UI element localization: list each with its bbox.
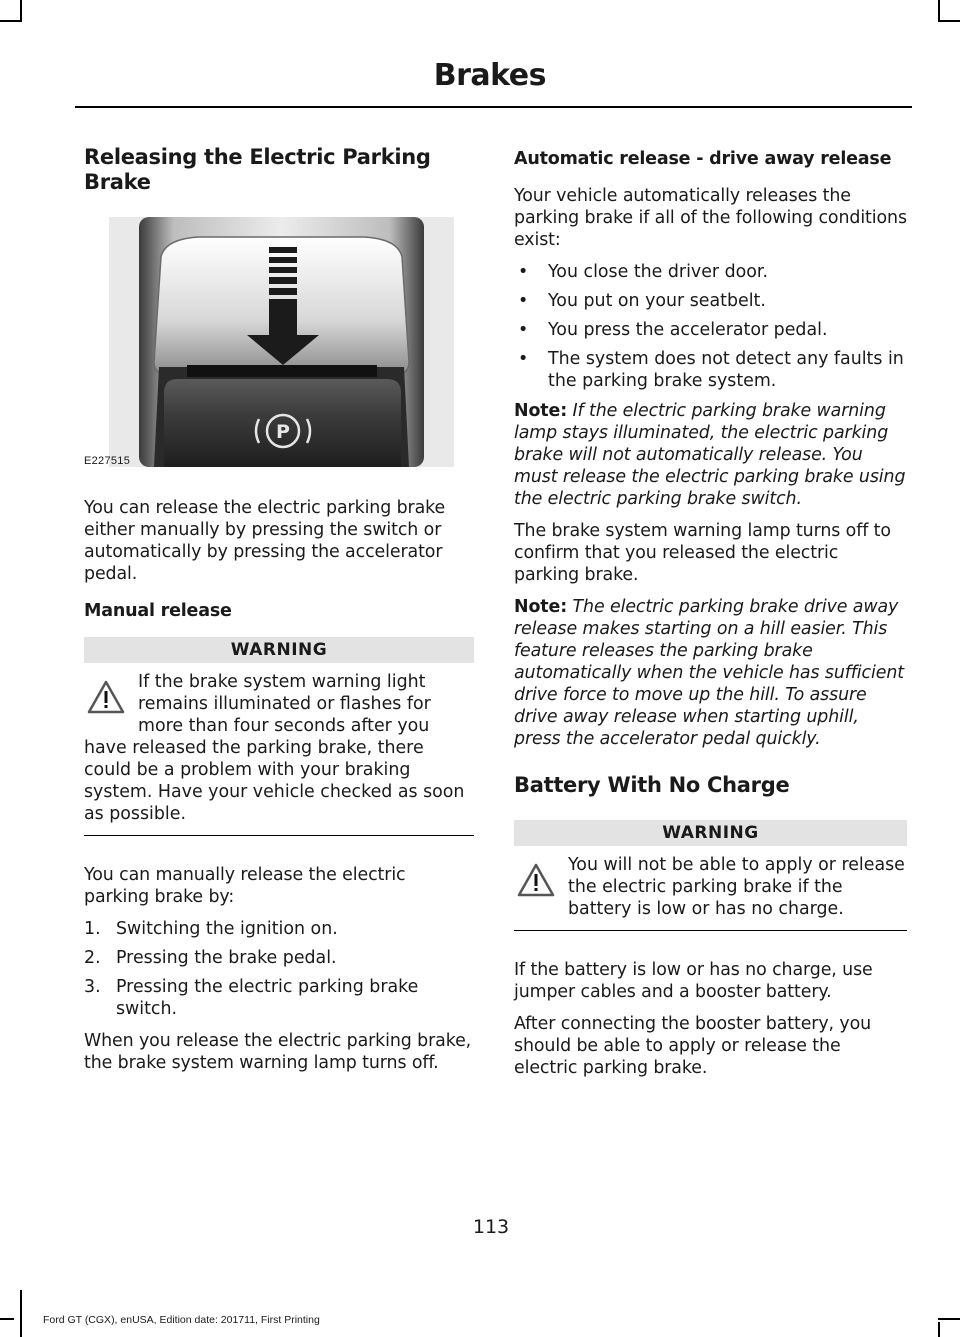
- auto-release-heading: Automatic release - drive away release: [514, 149, 892, 169]
- list-item: 2. Pressing the brake pedal.: [84, 948, 337, 968]
- figure-code: E227515: [84, 455, 131, 467]
- crop-mark-bottom-right: [938, 1318, 960, 1320]
- release-steps-list: [84, 918, 474, 1020]
- note-paragraph: Note: The electric parking brake drive away release makes starting on a hill easier. This feature releases the parking brake automatically when the vehicle has sufficient drive force to move up the hill. To assure drive away release when starting uphill, press the accelerator pedal quickly.: [514, 597, 904, 749]
- list-item: • The system does not detect any faults in the parking brake system.: [518, 349, 904, 391]
- section-title-battery: Battery With No Charge: [514, 773, 790, 797]
- warning-triangle-icon: [516, 862, 556, 898]
- warning-triangle-icon: [86, 679, 126, 715]
- warning-text: You will not be able to apply or release the electric parking brake if the battery is low or has no charge.: [568, 855, 905, 919]
- crop-mark-top-right: [938, 0, 940, 22]
- crop-mark-bottom-left: [0, 1318, 14, 1320]
- warning-body: [84, 671, 474, 836]
- crop-mark-bottom-left: [20, 1290, 22, 1337]
- lamp-paragraph: The brake system warning lamp turns off to confirm that you released the electric parking brake.: [514, 521, 891, 585]
- crop-mark-bottom-right: [938, 1322, 940, 1337]
- auto-intro: Your vehicle automatically releases the parking brake if all of the following conditions exist:: [514, 186, 907, 250]
- warning-box: [514, 820, 907, 931]
- list-item: 1. Switching the ignition on.: [84, 919, 338, 939]
- battery-paragraph: After connecting the booster battery, you should be able to apply or release the electric parking brake.: [514, 1014, 872, 1078]
- left-column: [84, 145, 474, 1084]
- svg-text:P: P: [276, 421, 290, 443]
- battery-paragraph: If the battery is low or has no charge, use jumper cables and a booster battery.: [514, 960, 873, 1002]
- list-item: • You press the accelerator pedal.: [518, 320, 828, 340]
- section-title-releasing: Releasing the Electric Parking Brake: [84, 145, 431, 194]
- crop-mark-top-left: [20, 0, 22, 22]
- manual-release-heading: Manual release: [84, 601, 232, 621]
- parking-brake-switch-image: [109, 217, 454, 467]
- parking-brake-figure: [84, 217, 474, 473]
- warning-text: If the brake system warning light remains illuminated or flashes for more than four seconds after you have released the parking brake, there could be a problem with your braking system. Have your vehicle checked as soon as possible.: [84, 672, 465, 824]
- crop-mark-top-left: [0, 20, 22, 22]
- warning-label: WARNING: [84, 637, 474, 663]
- list-item: • You put on your seatbelt.: [518, 291, 766, 311]
- manual-intro: You can manually release the electric parking brake by:: [84, 865, 406, 907]
- list-item: 3. Pressing the electric parking brake switch.: [84, 977, 419, 1019]
- header-divider: [75, 106, 912, 108]
- right-column: [514, 145, 907, 1089]
- conditions-list: [514, 261, 907, 392]
- intro-paragraph: You can release the electric parking brake either manually by pressing the switch or automatically by pressing the accelerator pedal.: [84, 498, 446, 584]
- crop-mark-top-right: [938, 20, 960, 22]
- list-item: • You close the driver door.: [518, 262, 768, 282]
- warning-body: [514, 854, 907, 931]
- page-number: 113: [472, 1216, 510, 1238]
- footer-text: Ford GT (CGX), enUSA, Edition date: 201711, First Printing: [43, 1314, 320, 1326]
- warning-box: [84, 637, 474, 836]
- warning-label: WARNING: [514, 820, 907, 846]
- note-paragraph: Note: If the electric parking brake warning lamp stays illuminated, the electric parking brake will not automatically release. You must release the electric parking brake using the electric parking brake switch.: [514, 401, 906, 509]
- after-steps-paragraph: When you release the electric parking brake, the brake system warning lamp turns off.: [84, 1031, 472, 1073]
- page-title: Brakes: [433, 58, 546, 93]
